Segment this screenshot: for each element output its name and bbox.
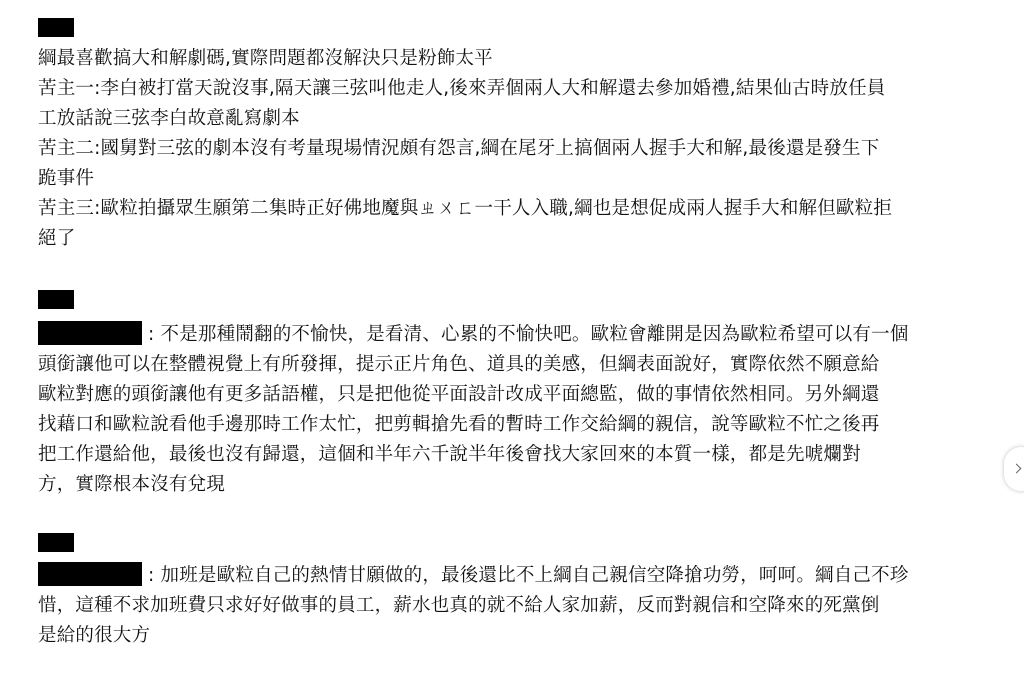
- comment-body: [38, 320, 1003, 500]
- comment-body: [38, 561, 1003, 651]
- comment-1: [38, 18, 1003, 254]
- comment-line-first: [38, 561, 1003, 591]
- comment-line: 方，實際根本沒有兌現: [38, 474, 226, 495]
- comment-line: 綱最喜歡搞大和解劇碼,實際問題都沒解決只是粉飾太平: [38, 48, 493, 69]
- comment-body: [38, 44, 1003, 254]
- comment-line: 苦主二:國舅對三弦的劇本沒有考量現場情況頗有怨言,綱在尾牙上搞個兩人握手大和解,最後還是發生下: [38, 138, 880, 159]
- comment-line: 苦主三:歐粒拍攝眾生願第二集時正好佛地魔與ㄓㄨㄈ一干人入職,綱也是想促成兩人握手大和解但歐粒拒: [38, 198, 893, 219]
- comment-line: 絕了: [38, 228, 76, 249]
- chevron-right-icon[interactable]: [1004, 447, 1024, 491]
- redacted-mention: [38, 562, 142, 586]
- comment-line: 惜，這種不求加班費只求好好做事的員工，薪水也真的就不給人家加薪，反而對親信和空降來的死黨倒: [38, 595, 880, 616]
- comment-line: 苦主一:李白被打當天說沒事,隔天讓三弦叫他走人,後來弄個兩人大和解還去參加婚禮,結果仙古時放任員: [38, 78, 886, 99]
- comment-line: 找藉口和歐粒說看他手邊那時工作太忙，把剪輯搶先看的暫時工作交給綱的親信，說等歐粒不忙之後再: [38, 414, 880, 435]
- comment-line-text: : 不是那種鬧翻的不愉快，是看清、心累的不愉快吧。歐粒會離開是因為歐粒希望可以有一個: [148, 324, 909, 345]
- comment-line: 跪事件: [38, 168, 95, 189]
- redacted-username: [38, 290, 74, 309]
- redacted-username: [38, 533, 74, 552]
- comment-line: 把工作還給他，最後也沒有歸還，這個和半年六千說半年後會找大家回來的本質一樣，都是先唬爛對: [38, 444, 861, 465]
- comment-line-first: [38, 320, 1003, 350]
- comment-2: [38, 290, 1003, 500]
- comment-line: 歐粒對應的頭銜讓他有更多話語權，只是把他從平面設計改成平面總監，做的事情依然相同。另外綱還: [38, 384, 880, 405]
- comment-line: 工放話說三弦李白故意亂寫劇本: [38, 108, 300, 129]
- redacted-username: [38, 18, 74, 37]
- comment-line-text: : 加班是歐粒自己的熱情甘願做的，最後還比不上綱自己親信空降搶功勞，呵呵。綱自己不珍: [148, 565, 909, 586]
- comment-3: [38, 533, 1003, 651]
- redacted-mention: [38, 321, 142, 345]
- comment-line: 頭銜讓他可以在整體視覺上有所發揮，提示正片角色、道具的美感，但綱表面說好，實際依然不願意給: [38, 354, 880, 375]
- comment-line: 是給的很大方: [38, 625, 151, 646]
